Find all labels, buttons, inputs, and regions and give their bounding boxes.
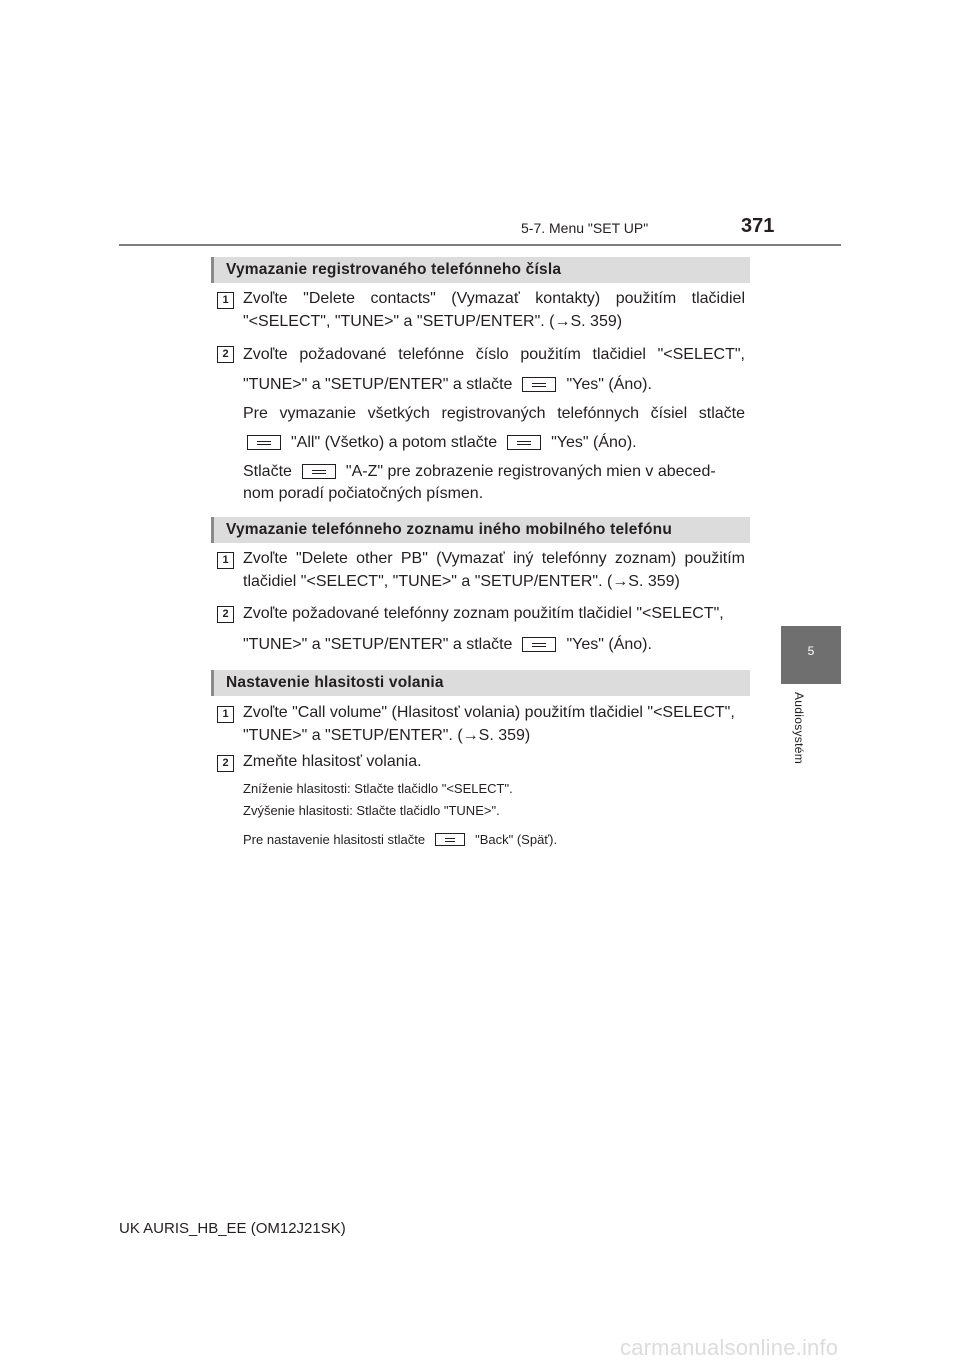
- step-text: Zvoľte požadované telefónne číslo použitím tlačidiel "<SELECT",: [243, 346, 745, 363]
- footer-model-code: UK AURIS_HB_EE (OM12J21SK): [119, 1220, 346, 1237]
- header-divider: [119, 244, 841, 246]
- step-text: "Yes" (Áno).: [566, 636, 652, 653]
- section-heading-delete-number: Vymazanie registrovaného telefónneho čísla: [211, 257, 750, 283]
- note-text: Zvýšenie hlasitosti: Stlačte tlačidlo "TUNE>".: [243, 803, 500, 818]
- step-badge: 2: [217, 606, 234, 623]
- chapter-tab-number: 5: [807, 644, 815, 658]
- chapter-tab-title: Audiosystém: [792, 692, 806, 764]
- step-text: "Yes" (Áno).: [566, 376, 652, 393]
- step-text: Zvoľte "Delete contacts" (Vymazať kontakty) použitím tlačidiel: [243, 290, 745, 307]
- step-text: "TUNE>" a "SETUP/ENTER". (→S. 359): [243, 727, 531, 744]
- step-text: "TUNE>" a "SETUP/ENTER" a stlačte: [243, 376, 513, 393]
- note-text: Pre nastavenie hlasitosti stlačte: [243, 832, 426, 847]
- step-text: Zvoľte požadované telefónny zoznam použitím tlačidiel "<SELECT",: [243, 605, 724, 622]
- step-text-line: [243, 636, 652, 654]
- soft-key-button-icon: [435, 833, 465, 846]
- step-text: nom poradí počiatočných písmen.: [243, 485, 484, 502]
- step-text: tlačidiel "<SELECT", "TUNE>" a "SETUP/ENTER". (→S. 359): [243, 573, 680, 590]
- step-badge: 1: [217, 706, 234, 723]
- step-text-line: [243, 376, 652, 394]
- step-badge: 2: [217, 346, 234, 363]
- header-section-title: 5-7. Menu "SET UP": [521, 220, 649, 236]
- soft-key-button-icon: [522, 637, 556, 652]
- step-text: "A-Z" pre zobrazenie registrovaných mien v abeced-: [345, 463, 716, 480]
- step-text-line: [243, 463, 716, 481]
- step-badge: 1: [217, 292, 234, 309]
- step-badge: 2: [217, 755, 234, 772]
- note-text: Zníženie hlasitosti: Stlačte tlačidlo "<SELECT".: [243, 781, 513, 796]
- soft-key-button-icon: [247, 435, 281, 450]
- section-heading-delete-phonebook: Vymazanie telefónneho zoznamu iného mobilného telefónu: [211, 517, 750, 543]
- soft-key-button-icon: [302, 464, 336, 479]
- step-text: "TUNE>" a "SETUP/ENTER" a stlačte: [243, 636, 513, 653]
- step-text: Zmeňte hlasitosť volania.: [243, 753, 422, 770]
- step-text: Zvoľte "Call volume" (Hlasitosť volania) použitím tlačidiel "<SELECT",: [243, 704, 735, 721]
- step-badge: 1: [217, 552, 234, 569]
- step-text: Zvoľte "Delete other PB" (Vymazať iný telefónny zoznam) použitím: [243, 550, 745, 567]
- soft-key-button-icon: [507, 435, 541, 450]
- watermark: carmanualsonline.info: [620, 1335, 839, 1360]
- note-text: "Back" (Späť).: [475, 832, 558, 847]
- section-heading-call-volume: Nastavenie hlasitosti volania: [211, 670, 750, 696]
- step-text: "Yes" (Áno).: [551, 434, 637, 451]
- page-number: 371: [741, 215, 775, 237]
- chapter-tab: [781, 626, 841, 684]
- step-text: "All" (Všetko) a potom stlačte: [291, 434, 498, 451]
- step-text: Stlačte: [243, 463, 292, 480]
- soft-key-button-icon: [522, 377, 556, 392]
- step-text: "<SELECT", "TUNE>" a "SETUP/ENTER". (→S. 359): [243, 313, 623, 330]
- step-text: Pre vymazanie všetkých registrovaných telefónnych čísiel stlačte: [243, 405, 745, 422]
- step-text-line: [243, 434, 637, 452]
- note-text-line: [243, 832, 557, 847]
